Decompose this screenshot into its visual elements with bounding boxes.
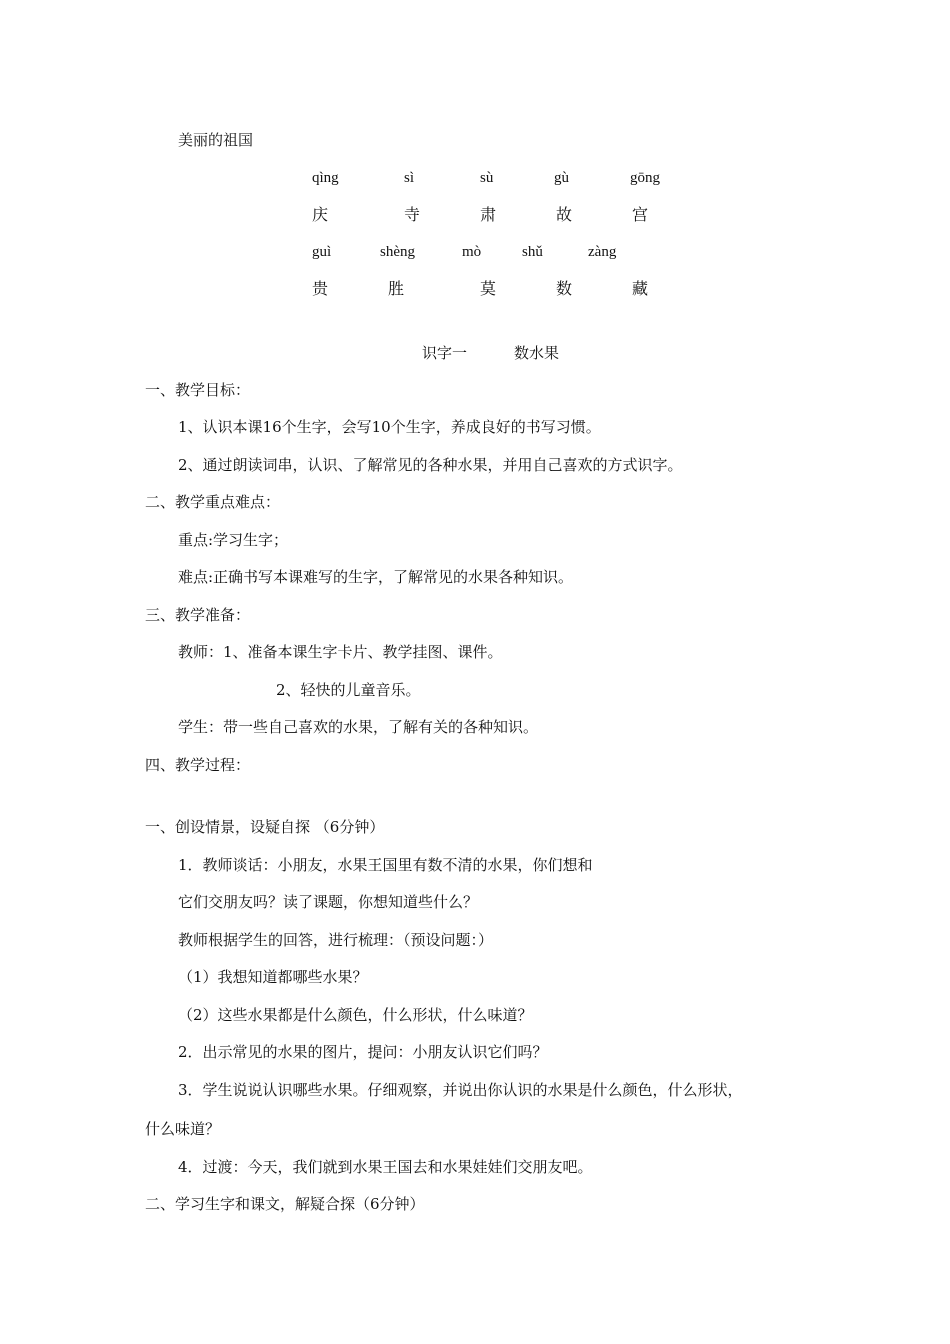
student-prep: 学生：带一些自己喜欢的水果，了解有关的各种知识。: [178, 718, 539, 736]
question-item: （1）我想知道都哪些水果？: [178, 968, 368, 986]
character-item: 庆: [312, 205, 329, 224]
pinyin-item: qìng: [312, 170, 339, 186]
character-item: 寺: [404, 205, 421, 224]
pinyin-item: shèng: [380, 244, 415, 260]
character-item: 胜: [388, 279, 405, 298]
goal-item: 2、通过朗读词串，认识、了解常见的各种水果，并用自己喜欢的方式识字。: [178, 456, 683, 474]
character-item: 数: [556, 279, 573, 298]
pinyin-item: mò: [462, 244, 482, 260]
pinyin-item: sì: [404, 170, 415, 186]
step-text: 4．过渡：今天，我们就到水果王国去和水果娃娃们交朋友吧。: [178, 1158, 593, 1176]
character-item: 莫: [480, 279, 497, 298]
character-item: 藏: [632, 279, 649, 298]
step-heading: 二、学习生字和课文，解疑合探（6分钟）: [145, 1195, 425, 1213]
pinyin-item: gōng: [630, 170, 660, 186]
step-text: 教师根据学生的回答，进行梳理：（预设问题：）: [178, 931, 494, 949]
key-heading: 二、教学重点难点：: [145, 493, 281, 511]
step-text: 1．教师谈话：小朋友，水果王国里有数不清的水果，你们想和: [178, 856, 593, 874]
character-item: 肃: [480, 205, 497, 224]
step-text: 它们交朋友吗？读了课题，你想知道些什么？: [178, 893, 479, 911]
lesson-title-part1: 识字一: [422, 344, 468, 362]
step-text: 3．学生说说认识哪些水果。仔细观察，并说出你认识的水果是什么颜色，什么形状，: [178, 1081, 743, 1099]
pinyin-item: guì: [312, 244, 332, 260]
teacher-prep: 2、轻快的儿童音乐。: [276, 681, 421, 699]
teacher-prep: 教师：1、准备本课生字卡片、教学挂图、课件。: [178, 643, 503, 661]
goals-heading: 一、教学目标：: [145, 381, 251, 399]
step-text: 2．出示常见的水果的图片，提问：小朋友认识它们吗？: [178, 1043, 548, 1061]
goal-item: 1、认识本课16个生字，会写10个生字，养成良好的书写习惯。: [178, 418, 601, 436]
section-heading: 美丽的祖国: [178, 131, 254, 149]
step-text: 什么味道？: [145, 1120, 221, 1138]
pinyin-item: shǔ: [522, 244, 543, 260]
pinyin-item: zàng: [588, 244, 617, 260]
key-point: 重点:学习生字；: [178, 531, 289, 549]
character-item: 故: [556, 205, 573, 224]
lesson-title-part2: 数水果: [514, 344, 560, 362]
question-item: （2）这些水果都是什么颜色，什么形状，什么味道？: [178, 1006, 533, 1024]
pinyin-item: sù: [480, 170, 494, 186]
pinyin-item: gù: [554, 170, 569, 186]
step-heading: 一、创设情景，设疑自探 （6分钟）: [145, 818, 385, 836]
difficulty-point: 难点:正确书写本课难写的生字，了解常见的水果各种知识。: [178, 568, 574, 586]
prep-heading: 三、教学准备：: [145, 606, 251, 624]
character-item: 贵: [312, 279, 329, 298]
character-item: 宫: [632, 205, 649, 224]
process-heading: 四、教学过程：: [145, 756, 251, 774]
